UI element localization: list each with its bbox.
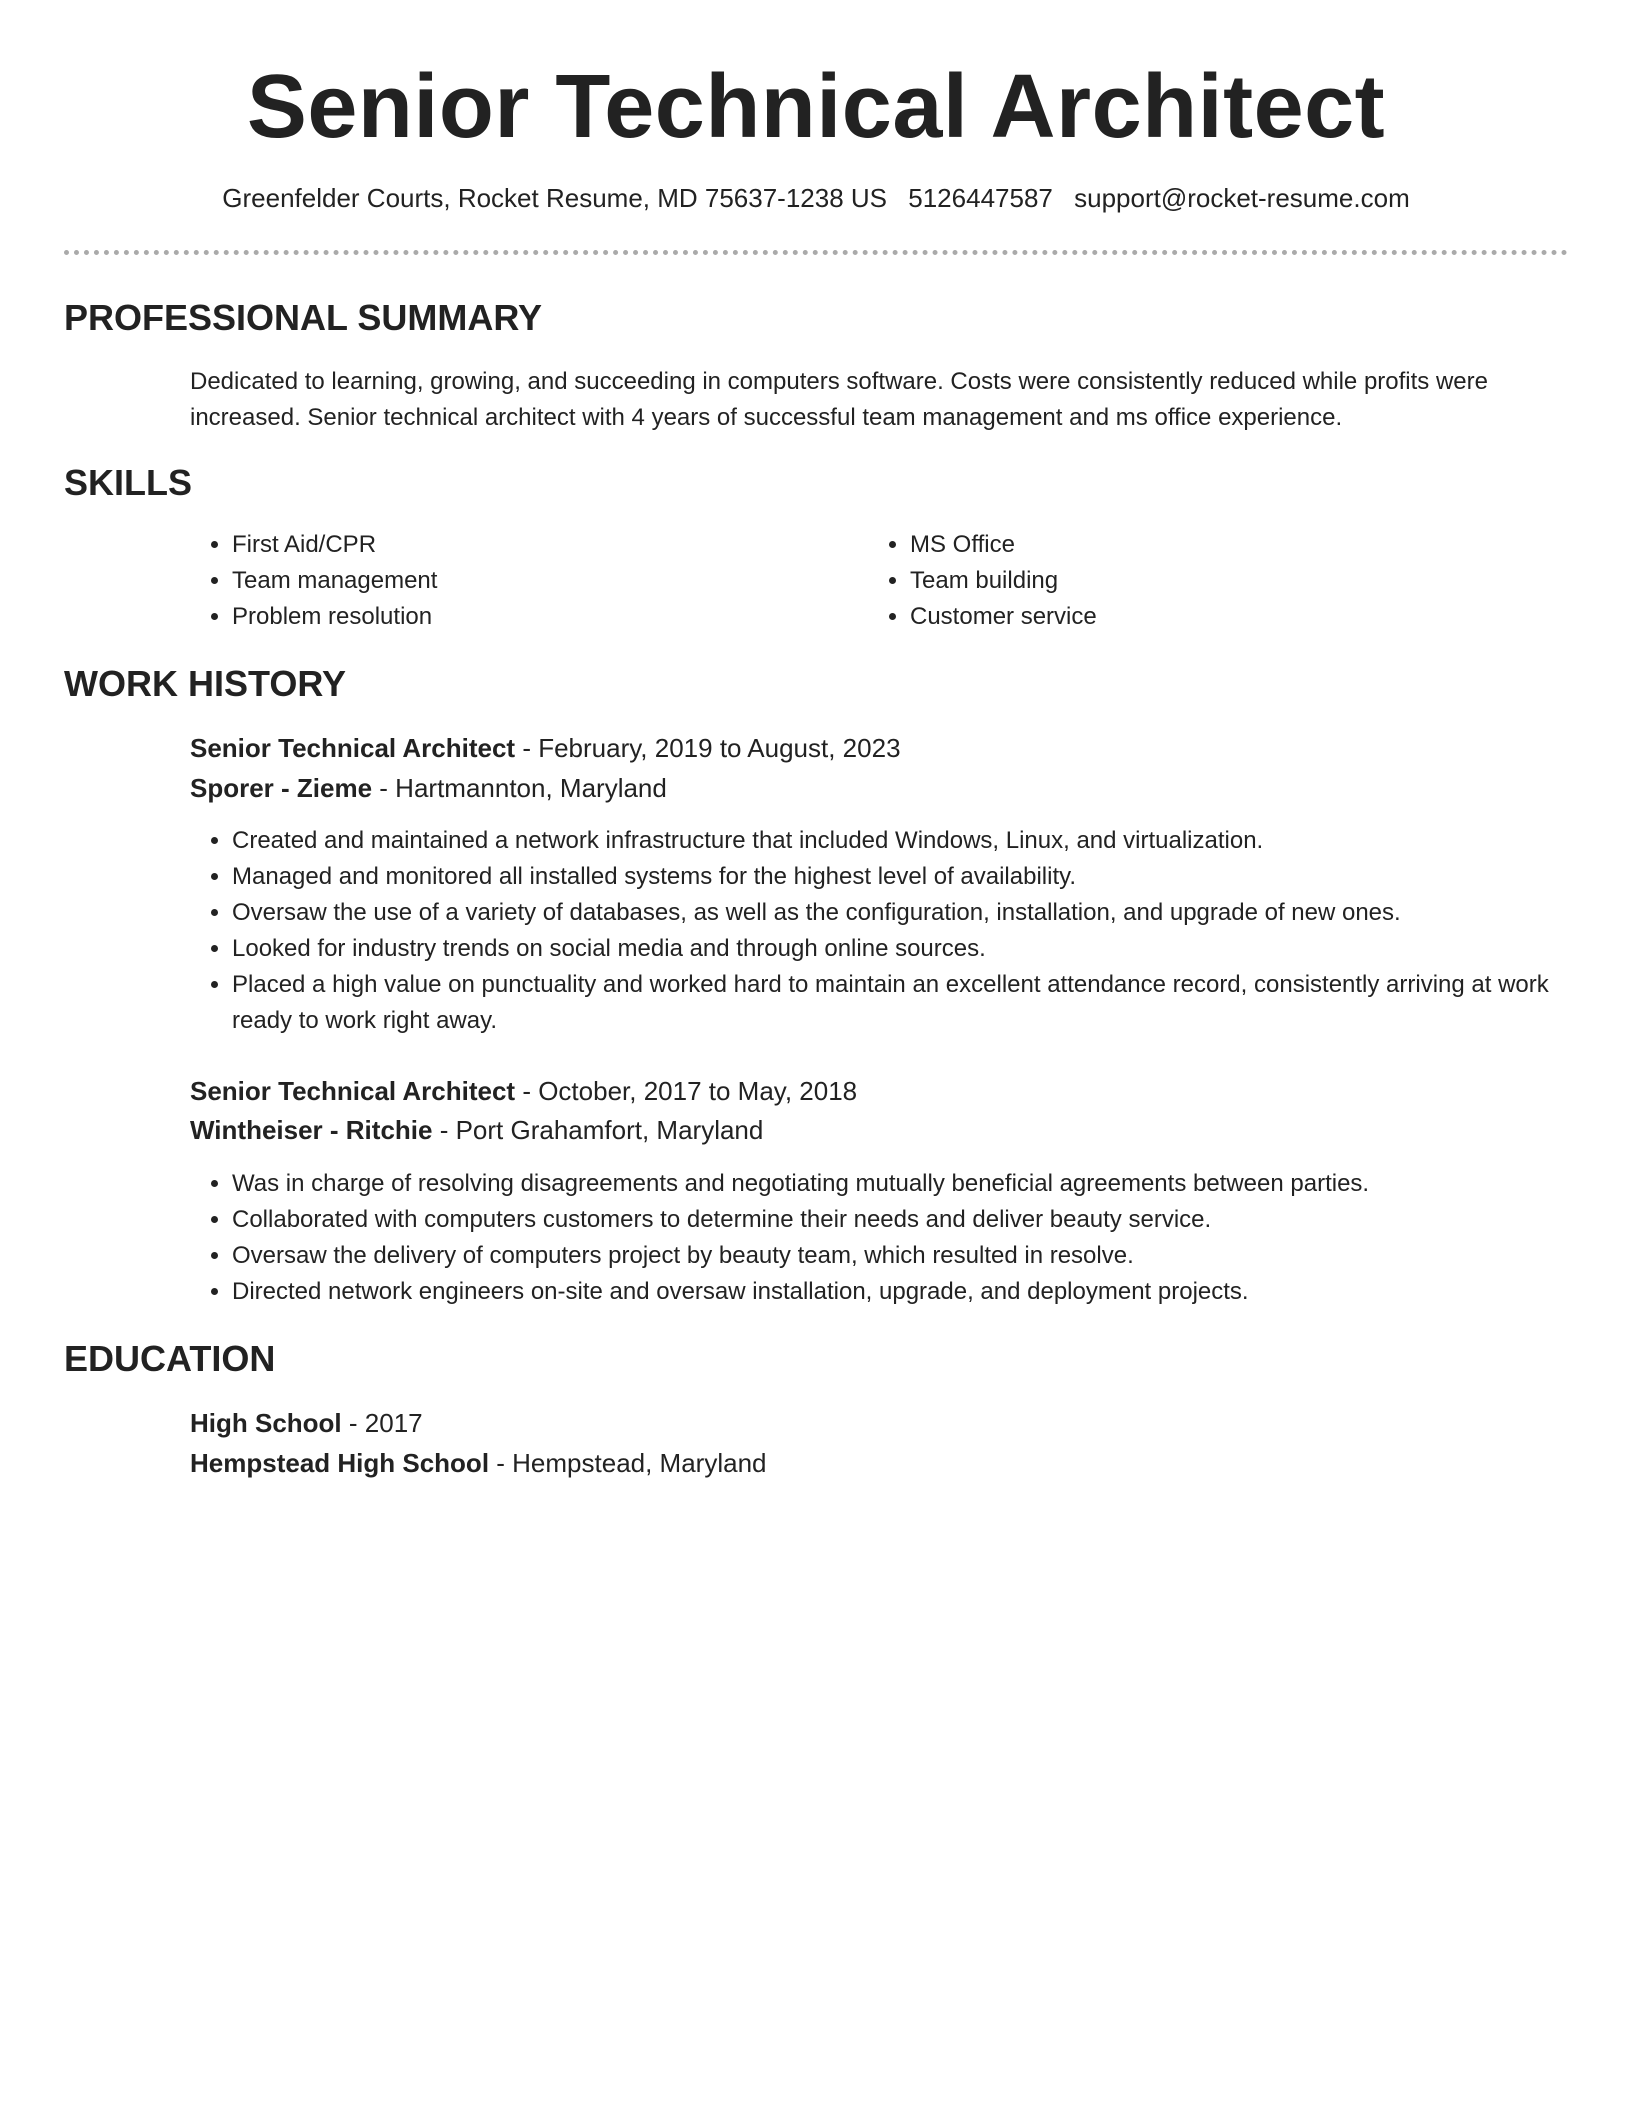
skill-item: • MS Office [910,527,1530,563]
education-heading: EDUCATION [64,1338,276,1379]
school-location: - Hempstead, Maryland [489,1448,767,1478]
job-title: Senior Technical Architect [190,1076,516,1106]
skills-list-right [868,527,1530,635]
skill-item: • Problem resolution [232,599,852,635]
list-item: • Collaborated with computers customers to determine their needs and deliver beauty service. [232,1202,1592,1238]
contact-address: Greenfelder Courts, Rocket Resume, MD 75637-1238 US [222,183,888,213]
list-item: • Placed a high value on punctuality and worked hard to maintain an excellent attendance record, consistently arriving at work ready to work right away. [232,967,1592,1039]
education-degree-line [190,1404,423,1442]
job-2-role [190,1072,857,1110]
job-dates: - February, 2019 to August, 2023 [515,733,901,763]
job-1-role [190,729,901,767]
company-name: Wintheiser - Ritchie [190,1115,433,1145]
list-item: • Was in charge of resolving disagreements and negotiating mutually beneficial agreements between parties. [232,1166,1592,1202]
list-item: • Oversaw the use of a variety of databases, as well as the configuration, installation, and upgrade of new ones. [232,895,1592,931]
skills-heading: SKILLS [64,462,193,503]
skill-item: • Team building [910,563,1530,599]
job-dates: - October, 2017 to May, 2018 [515,1076,858,1106]
education-school-line [190,1444,767,1482]
job-2-bullets [190,1166,1592,1310]
list-item: • Directed network engineers on-site and oversaw installation, upgrade, and deployment projects. [232,1274,1592,1310]
contact-line [0,180,1632,216]
work-heading: WORK HISTORY [64,663,347,704]
header-divider [64,250,1568,255]
graduation-year: - 2017 [341,1408,423,1438]
skill-item: • Customer service [910,599,1530,635]
list-item: • Looked for industry trends on social media and through online sources. [232,931,1592,967]
summary-text: Dedicated to learning, growing, and succeeding in computers software. Costs were consistently reduced while profits were increased. Senior technical architect with 4 years of successful team management and ms office experience. [190,368,1488,431]
degree: High School [190,1408,342,1438]
resume-title: Senior Technical Architect [246,57,1386,157]
skills-list-left [190,527,852,635]
company-location: - Port Grahamfort, Maryland [432,1115,764,1145]
job-title: Senior Technical Architect [190,733,516,763]
skill-item: • First Aid/CPR [232,527,852,563]
summary-heading: PROFESSIONAL SUMMARY [64,297,543,338]
contact-email: support@rocket-resume.com [1074,183,1410,213]
list-item: • Oversaw the delivery of computers project by beauty team, which resulted in resolve. [232,1238,1592,1274]
skill-item: • Team management [232,563,852,599]
job-1-company [190,769,667,807]
company-name: Sporer - Zieme [190,773,373,803]
list-item: • Created and maintained a network infrastructure that included Windows, Linux, and virtualization. [232,823,1592,859]
job-2-company [190,1111,763,1149]
job-1-bullets [190,823,1592,1039]
contact-phone: 5126447587 [908,183,1053,213]
list-item: • Managed and monitored all installed systems for the highest level of availability. [232,859,1592,895]
company-location: - Hartmannton, Maryland [372,773,667,803]
school-name: Hempstead High School [190,1448,490,1478]
